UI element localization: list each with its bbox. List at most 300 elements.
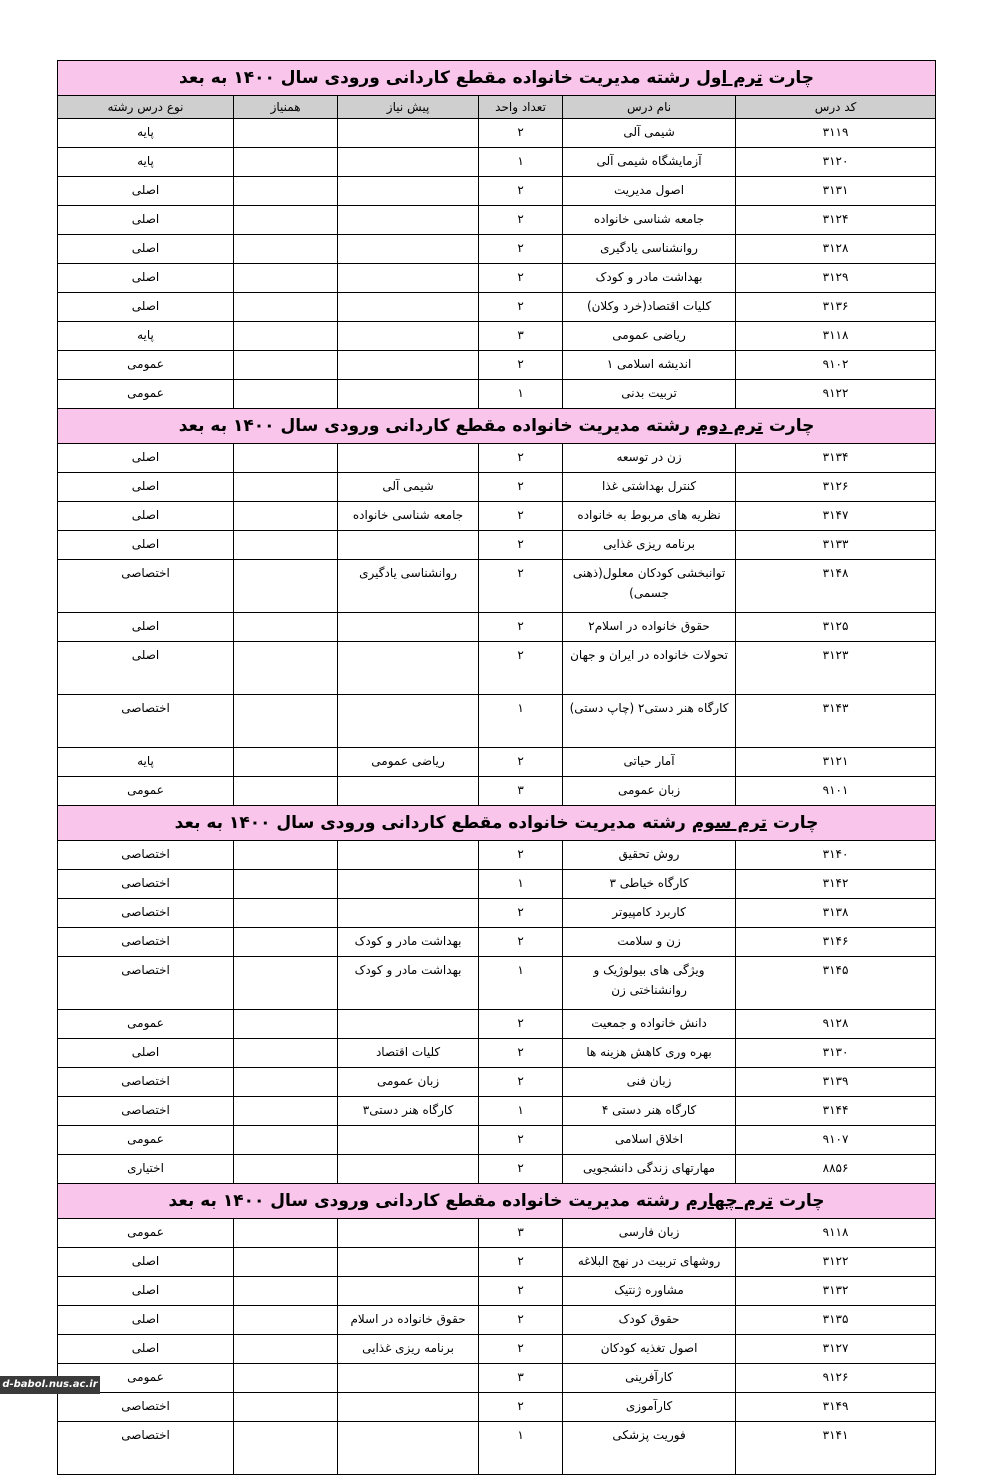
- course-type-cell: پایه: [58, 119, 234, 148]
- course-row: [58, 1306, 936, 1335]
- course-code-cell: ۹۱۱۸: [736, 1219, 936, 1248]
- term-title: [58, 1184, 936, 1219]
- course-prereq-cell: [338, 777, 479, 806]
- course-name-cell: کاربرد کامپیوتر: [563, 899, 736, 928]
- course-prereq-cell: شیمی آلی: [338, 473, 479, 502]
- course-row: [58, 322, 936, 351]
- course-coreq-cell: [234, 322, 338, 351]
- course-name-cell: تربیت بدنی: [563, 380, 736, 409]
- course-units-cell: ۲: [479, 642, 563, 695]
- course-name-cell: نظریه های مربوط به خانواده: [563, 502, 736, 531]
- course-code-cell: ۳۱۳۸: [736, 899, 936, 928]
- course-units-cell: ۲: [479, 560, 563, 613]
- course-coreq-cell: [234, 1068, 338, 1097]
- course-type-cell: عمومی: [58, 380, 234, 409]
- course-prereq-cell: [338, 1219, 479, 1248]
- course-code-cell: ۳۱۳۵: [736, 1306, 936, 1335]
- title-suffix: رشته مدیریت خانواده مقطع کاردانی ورودی سال ۱۴۰۰ به بعد: [179, 68, 691, 88]
- course-prereq-cell: [338, 899, 479, 928]
- course-code-cell: ۳۱۴۸: [736, 560, 936, 613]
- course-type-cell: اختصاصی: [58, 870, 234, 899]
- course-type-cell: اصلی: [58, 444, 234, 473]
- course-units-cell: ۲: [479, 1306, 563, 1335]
- course-code-cell: ۳۱۲۸: [736, 235, 936, 264]
- course-name-cell: کارآموزی: [563, 1393, 736, 1422]
- course-row: [58, 1393, 936, 1422]
- course-name-cell: کلیات اقتصاد(خرد وکلان): [563, 293, 736, 322]
- title-suffix: رشته مدیریت خانواده مقطع کاردانی ورودی سال ۱۴۰۰ به بعد: [168, 1191, 680, 1211]
- course-type-cell: اختصاصی: [58, 560, 234, 613]
- course-prereq-cell: زبان عمومی: [338, 1068, 479, 1097]
- column-header: کد درس: [736, 96, 936, 119]
- course-row: [58, 1219, 936, 1248]
- column-header-row: [58, 96, 936, 119]
- course-prereq-cell: [338, 1126, 479, 1155]
- course-row: [58, 206, 936, 235]
- course-code-cell: ۹۱۰۱: [736, 777, 936, 806]
- term-title-row: [58, 61, 936, 96]
- course-units-cell: ۲: [479, 1277, 563, 1306]
- course-units-cell: ۲: [479, 473, 563, 502]
- course-row: [58, 177, 936, 206]
- course-name-cell: اصول مدیریت: [563, 177, 736, 206]
- column-header: همنیاز: [234, 96, 338, 119]
- course-code-cell: ۳۱۳۳: [736, 531, 936, 560]
- term-title-row: [58, 806, 936, 841]
- course-name-cell: آمار حیاتی: [563, 748, 736, 777]
- course-row: [58, 613, 936, 642]
- course-code-cell: ۸۸۵۶: [736, 1155, 936, 1184]
- course-prereq-cell: حقوق خانواده در اسلام: [338, 1306, 479, 1335]
- course-code-cell: ۳۱۳۴: [736, 444, 936, 473]
- term-title: [58, 61, 936, 96]
- course-code-cell: ۳۱۲۲: [736, 1248, 936, 1277]
- course-prereq-cell: [338, 1277, 479, 1306]
- term-name: ترم سوم: [691, 813, 767, 833]
- course-units-cell: ۱: [479, 148, 563, 177]
- course-prereq-cell: [338, 1422, 479, 1475]
- course-row: [58, 351, 936, 380]
- term-name: ترم دوم: [695, 416, 763, 436]
- title-prefix: چارت: [768, 416, 815, 436]
- course-coreq-cell: [234, 531, 338, 560]
- course-units-cell: ۲: [479, 235, 563, 264]
- course-code-cell: ۹۱۰۲: [736, 351, 936, 380]
- course-type-cell: اختصاصی: [58, 928, 234, 957]
- course-units-cell: ۲: [479, 613, 563, 642]
- course-units-cell: ۲: [479, 531, 563, 560]
- course-name-cell: اخلاق اسلامی: [563, 1126, 736, 1155]
- course-type-cell: اختصاصی: [58, 1422, 234, 1475]
- course-name-cell: بهداشت مادر و کودک: [563, 264, 736, 293]
- course-prereq-cell: [338, 1393, 479, 1422]
- column-header: پیش نیاز: [338, 96, 479, 119]
- course-type-cell: اختیاری: [58, 1155, 234, 1184]
- course-type-cell: اصلی: [58, 473, 234, 502]
- course-name-cell: مشاوره ژنتیک: [563, 1277, 736, 1306]
- course-name-cell: ریاضی عمومی: [563, 322, 736, 351]
- course-type-cell: اختصاصی: [58, 841, 234, 870]
- course-prereq-cell: [338, 1364, 479, 1393]
- course-code-cell: ۳۱۲۶: [736, 473, 936, 502]
- course-type-cell: اصلی: [58, 613, 234, 642]
- column-header: نام درس: [563, 96, 736, 119]
- course-name-cell: اصول تغذیه کودکان: [563, 1335, 736, 1364]
- course-coreq-cell: [234, 119, 338, 148]
- title-suffix: رشته مدیریت خانواده مقطع کاردانی ورودی سال ۱۴۰۰ به بعد: [174, 813, 686, 833]
- course-units-cell: ۳: [479, 1364, 563, 1393]
- course-name-cell: روش تحقیق: [563, 841, 736, 870]
- column-header: نوع درس رشته: [58, 96, 234, 119]
- course-row: [58, 1155, 936, 1184]
- course-units-cell: ۲: [479, 1155, 563, 1184]
- course-units-cell: ۱: [479, 1422, 563, 1475]
- course-prereq-cell: [338, 206, 479, 235]
- course-code-cell: ۳۱۲۱: [736, 748, 936, 777]
- column-header: تعداد واحد: [479, 96, 563, 119]
- course-prereq-cell: بهداشت مادر و کودک: [338, 957, 479, 1010]
- course-prereq-cell: [338, 119, 479, 148]
- course-units-cell: ۲: [479, 1068, 563, 1097]
- course-row: [58, 531, 936, 560]
- course-type-cell: اختصاصی: [58, 1097, 234, 1126]
- course-name-cell: فوریت پزشکی: [563, 1422, 736, 1475]
- course-name-cell: مهارتهای زندگی دانشجویی: [563, 1155, 736, 1184]
- course-coreq-cell: [234, 928, 338, 957]
- course-coreq-cell: [234, 380, 338, 409]
- course-code-cell: ۳۱۴۲: [736, 870, 936, 899]
- course-row: [58, 444, 936, 473]
- term-title-row: [58, 1184, 936, 1219]
- course-row: [58, 695, 936, 748]
- course-type-cell: عمومی: [58, 351, 234, 380]
- course-coreq-cell: [234, 1422, 338, 1475]
- course-units-cell: ۲: [479, 119, 563, 148]
- course-units-cell: ۲: [479, 841, 563, 870]
- course-coreq-cell: [234, 1155, 338, 1184]
- course-prereq-cell: [338, 444, 479, 473]
- course-units-cell: ۲: [479, 1335, 563, 1364]
- course-row: [58, 777, 936, 806]
- course-row: [58, 1248, 936, 1277]
- title-prefix: چارت: [779, 1191, 825, 1211]
- course-row: [58, 380, 936, 409]
- course-coreq-cell: [234, 613, 338, 642]
- course-name-cell: کارگاه هنر دستی۲ (چاپ دستی): [563, 695, 736, 748]
- course-row: [58, 928, 936, 957]
- course-type-cell: اصلی: [58, 1306, 234, 1335]
- course-row: [58, 1422, 936, 1475]
- course-type-cell: پایه: [58, 322, 234, 351]
- course-row: [58, 1335, 936, 1364]
- course-code-cell: ۳۱۳۰: [736, 1039, 936, 1068]
- course-type-cell: اصلی: [58, 1039, 234, 1068]
- course-row: [58, 642, 936, 695]
- course-name-cell: شیمی آلی: [563, 119, 736, 148]
- course-row: [58, 1364, 936, 1393]
- course-coreq-cell: [234, 1393, 338, 1422]
- course-units-cell: ۲: [479, 1039, 563, 1068]
- course-prereq-cell: [338, 351, 479, 380]
- course-code-cell: ۹۱۲۸: [736, 1010, 936, 1039]
- course-coreq-cell: [234, 1306, 338, 1335]
- course-row: [58, 841, 936, 870]
- course-coreq-cell: [234, 642, 338, 695]
- course-name-cell: زن و سلامت: [563, 928, 736, 957]
- course-coreq-cell: [234, 293, 338, 322]
- course-row: [58, 235, 936, 264]
- course-name-cell: کارگاه هنر دستی ۴: [563, 1097, 736, 1126]
- course-prereq-cell: [338, 380, 479, 409]
- course-prereq-cell: [338, 177, 479, 206]
- course-units-cell: ۱: [479, 957, 563, 1010]
- course-prereq-cell: کلیات اقتصاد: [338, 1039, 479, 1068]
- course-type-cell: عمومی: [58, 777, 234, 806]
- course-name-cell: زبان فنی: [563, 1068, 736, 1097]
- course-type-cell: اصلی: [58, 531, 234, 560]
- course-coreq-cell: [234, 502, 338, 531]
- course-type-cell: اصلی: [58, 206, 234, 235]
- course-row: [58, 293, 936, 322]
- course-prereq-cell: جامعه شناسی خانواده: [338, 502, 479, 531]
- course-row: [58, 957, 936, 1010]
- course-row: [58, 1126, 936, 1155]
- course-coreq-cell: [234, 177, 338, 206]
- course-coreq-cell: [234, 957, 338, 1010]
- course-code-cell: ۳۱۴۵: [736, 957, 936, 1010]
- course-units-cell: ۲: [479, 899, 563, 928]
- course-code-cell: ۳۱۴۶: [736, 928, 936, 957]
- course-name-cell: آزمایشگاه شیمی آلی: [563, 148, 736, 177]
- course-code-cell: ۹۱۲۲: [736, 380, 936, 409]
- course-row: [58, 1097, 936, 1126]
- course-prereq-cell: [338, 148, 479, 177]
- course-prereq-cell: [338, 841, 479, 870]
- course-coreq-cell: [234, 695, 338, 748]
- course-name-cell: دانش خانواده و جمعیت: [563, 1010, 736, 1039]
- title-suffix: رشته مدیریت خانواده مقطع کاردانی ورودی سال ۱۴۰۰ به بعد: [178, 416, 690, 436]
- course-row: [58, 899, 936, 928]
- course-name-cell: روانشناسی یادگیری: [563, 235, 736, 264]
- course-code-cell: ۳۱۲۹: [736, 264, 936, 293]
- course-code-cell: ۹۱۰۷: [736, 1126, 936, 1155]
- course-name-cell: حقوق کودک: [563, 1306, 736, 1335]
- course-units-cell: ۱: [479, 1097, 563, 1126]
- course-type-cell: اصلی: [58, 177, 234, 206]
- course-row: [58, 473, 936, 502]
- title-prefix: چارت: [772, 813, 819, 833]
- course-units-cell: ۳: [479, 1219, 563, 1248]
- course-units-cell: ۲: [479, 264, 563, 293]
- course-units-cell: ۱: [479, 870, 563, 899]
- course-units-cell: ۱: [479, 695, 563, 748]
- course-coreq-cell: [234, 444, 338, 473]
- course-prereq-cell: [338, 1010, 479, 1039]
- course-type-cell: عمومی: [58, 1126, 234, 1155]
- course-name-cell: کارآفرینی: [563, 1364, 736, 1393]
- course-type-cell: عمومی: [58, 1010, 234, 1039]
- course-code-cell: ۳۱۲۷: [736, 1335, 936, 1364]
- course-prereq-cell: [338, 1248, 479, 1277]
- course-code-cell: ۳۱۲۵: [736, 613, 936, 642]
- course-code-cell: ۳۱۲۴: [736, 206, 936, 235]
- course-name-cell: کارگاه خیاطی ۳: [563, 870, 736, 899]
- course-units-cell: ۲: [479, 1248, 563, 1277]
- course-coreq-cell: [234, 1039, 338, 1068]
- course-prereq-cell: ریاضی عمومی: [338, 748, 479, 777]
- course-units-cell: ۱: [479, 380, 563, 409]
- course-coreq-cell: [234, 899, 338, 928]
- course-row: [58, 1039, 936, 1068]
- course-row: [58, 1068, 936, 1097]
- course-code-cell: ۳۱۳۲: [736, 1277, 936, 1306]
- course-type-cell: اصلی: [58, 1335, 234, 1364]
- course-coreq-cell: [234, 351, 338, 380]
- course-prereq-cell: [338, 870, 479, 899]
- course-code-cell: ۳۱۳۶: [736, 293, 936, 322]
- course-prereq-cell: برنامه ریزی غذایی: [338, 1335, 479, 1364]
- course-coreq-cell: [234, 841, 338, 870]
- course-name-cell: ویژگی های بیولوژیک و روانشناختی زن: [563, 957, 736, 1010]
- course-name-cell: زبان عمومی: [563, 777, 736, 806]
- course-row: [58, 870, 936, 899]
- course-units-cell: ۲: [479, 1126, 563, 1155]
- term-title-row: [58, 409, 936, 444]
- course-units-cell: ۳: [479, 777, 563, 806]
- course-type-cell: اختصاصی: [58, 899, 234, 928]
- course-prereq-cell: [338, 695, 479, 748]
- course-coreq-cell: [234, 1364, 338, 1393]
- course-code-cell: ۳۱۲۳: [736, 642, 936, 695]
- course-units-cell: ۳: [479, 322, 563, 351]
- course-type-cell: اختصاصی: [58, 957, 234, 1010]
- course-name-cell: حقوق خانواده در اسلام۲: [563, 613, 736, 642]
- course-coreq-cell: [234, 235, 338, 264]
- course-row: [58, 148, 936, 177]
- course-prereq-cell: [338, 322, 479, 351]
- course-type-cell: اختصاصی: [58, 1068, 234, 1097]
- course-name-cell: جامعه شناسی خانواده: [563, 206, 736, 235]
- course-type-cell: اصلی: [58, 1248, 234, 1277]
- course-type-cell: اصلی: [58, 1277, 234, 1306]
- course-name-cell: کنترل بهداشتی غذا: [563, 473, 736, 502]
- term-title: [58, 806, 936, 841]
- course-code-cell: ۳۱۲۰: [736, 148, 936, 177]
- course-prereq-cell: [338, 613, 479, 642]
- course-code-cell: ۳۱۴۱: [736, 1422, 936, 1475]
- course-row: [58, 502, 936, 531]
- course-units-cell: ۲: [479, 502, 563, 531]
- course-type-cell: اختصاصی: [58, 1393, 234, 1422]
- course-row: [58, 119, 936, 148]
- course-name-cell: بهره وری کاهش هزینه ها: [563, 1039, 736, 1068]
- course-code-cell: ۳۱۳۹: [736, 1068, 936, 1097]
- term-name: ترم اول: [696, 68, 763, 88]
- course-coreq-cell: [234, 1126, 338, 1155]
- course-row: [58, 1277, 936, 1306]
- course-coreq-cell: [234, 148, 338, 177]
- course-name-cell: روشهای تربیت در نهج البلاغه: [563, 1248, 736, 1277]
- course-name-cell: تحولات خانواده در ایران و جهان: [563, 642, 736, 695]
- course-prereq-cell: کارگاه هنر دستی۳: [338, 1097, 479, 1126]
- course-type-cell: عمومی: [58, 1219, 234, 1248]
- course-type-cell: اصلی: [58, 502, 234, 531]
- course-type-cell: اصلی: [58, 293, 234, 322]
- course-prereq-cell: [338, 642, 479, 695]
- course-type-cell: اصلی: [58, 264, 234, 293]
- course-units-cell: ۲: [479, 928, 563, 957]
- course-units-cell: ۲: [479, 1393, 563, 1422]
- course-code-cell: ۳۱۴۷: [736, 502, 936, 531]
- course-type-cell: اختصاصی: [58, 695, 234, 748]
- course-type-cell: اصلی: [58, 642, 234, 695]
- course-units-cell: ۲: [479, 177, 563, 206]
- course-chart-table: [57, 60, 936, 1475]
- course-units-cell: ۲: [479, 748, 563, 777]
- course-coreq-cell: [234, 870, 338, 899]
- course-chart-document: [57, 60, 935, 1475]
- course-coreq-cell: [234, 1277, 338, 1306]
- course-name-cell: برنامه ریزی غذایی: [563, 531, 736, 560]
- course-code-cell: ۹۱۲۶: [736, 1364, 936, 1393]
- course-prereq-cell: [338, 264, 479, 293]
- course-type-cell: پایه: [58, 148, 234, 177]
- term-name: ترم چهارم: [685, 1191, 774, 1211]
- course-coreq-cell: [234, 1248, 338, 1277]
- course-row: [58, 264, 936, 293]
- course-code-cell: ۳۱۴۰: [736, 841, 936, 870]
- site-watermark: d-babol.nus.ac.ir: [0, 1376, 100, 1394]
- course-type-cell: عمومی: [58, 1364, 234, 1393]
- course-coreq-cell: [234, 1010, 338, 1039]
- course-coreq-cell: [234, 1219, 338, 1248]
- course-prereq-cell: [338, 531, 479, 560]
- course-prereq-cell: [338, 1155, 479, 1184]
- course-coreq-cell: [234, 1097, 338, 1126]
- course-units-cell: ۲: [479, 293, 563, 322]
- course-name-cell: زن در توسعه: [563, 444, 736, 473]
- course-coreq-cell: [234, 777, 338, 806]
- course-prereq-cell: بهداشت مادر و کودک: [338, 928, 479, 957]
- course-coreq-cell: [234, 560, 338, 613]
- course-row: [58, 560, 936, 613]
- course-name-cell: توانبخشی کودکان معلول(ذهنی جسمی): [563, 560, 736, 613]
- course-prereq-cell: روانشناسی یادگیری: [338, 560, 479, 613]
- course-type-cell: اصلی: [58, 235, 234, 264]
- course-type-cell: پایه: [58, 748, 234, 777]
- course-prereq-cell: [338, 235, 479, 264]
- course-units-cell: ۲: [479, 444, 563, 473]
- course-units-cell: ۲: [479, 206, 563, 235]
- course-code-cell: ۳۱۴۳: [736, 695, 936, 748]
- course-row: [58, 1010, 936, 1039]
- course-code-cell: ۳۱۱۸: [736, 322, 936, 351]
- course-units-cell: ۲: [479, 351, 563, 380]
- course-coreq-cell: [234, 264, 338, 293]
- course-code-cell: ۳۱۳۱: [736, 177, 936, 206]
- course-name-cell: زبان فارسی: [563, 1219, 736, 1248]
- course-code-cell: ۳۱۴۴: [736, 1097, 936, 1126]
- course-units-cell: ۲: [479, 1010, 563, 1039]
- course-coreq-cell: [234, 206, 338, 235]
- course-coreq-cell: [234, 1335, 338, 1364]
- course-coreq-cell: [234, 748, 338, 777]
- course-coreq-cell: [234, 473, 338, 502]
- course-code-cell: ۳۱۱۹: [736, 119, 936, 148]
- course-row: [58, 748, 936, 777]
- course-code-cell: ۳۱۴۹: [736, 1393, 936, 1422]
- title-prefix: چارت: [768, 68, 815, 88]
